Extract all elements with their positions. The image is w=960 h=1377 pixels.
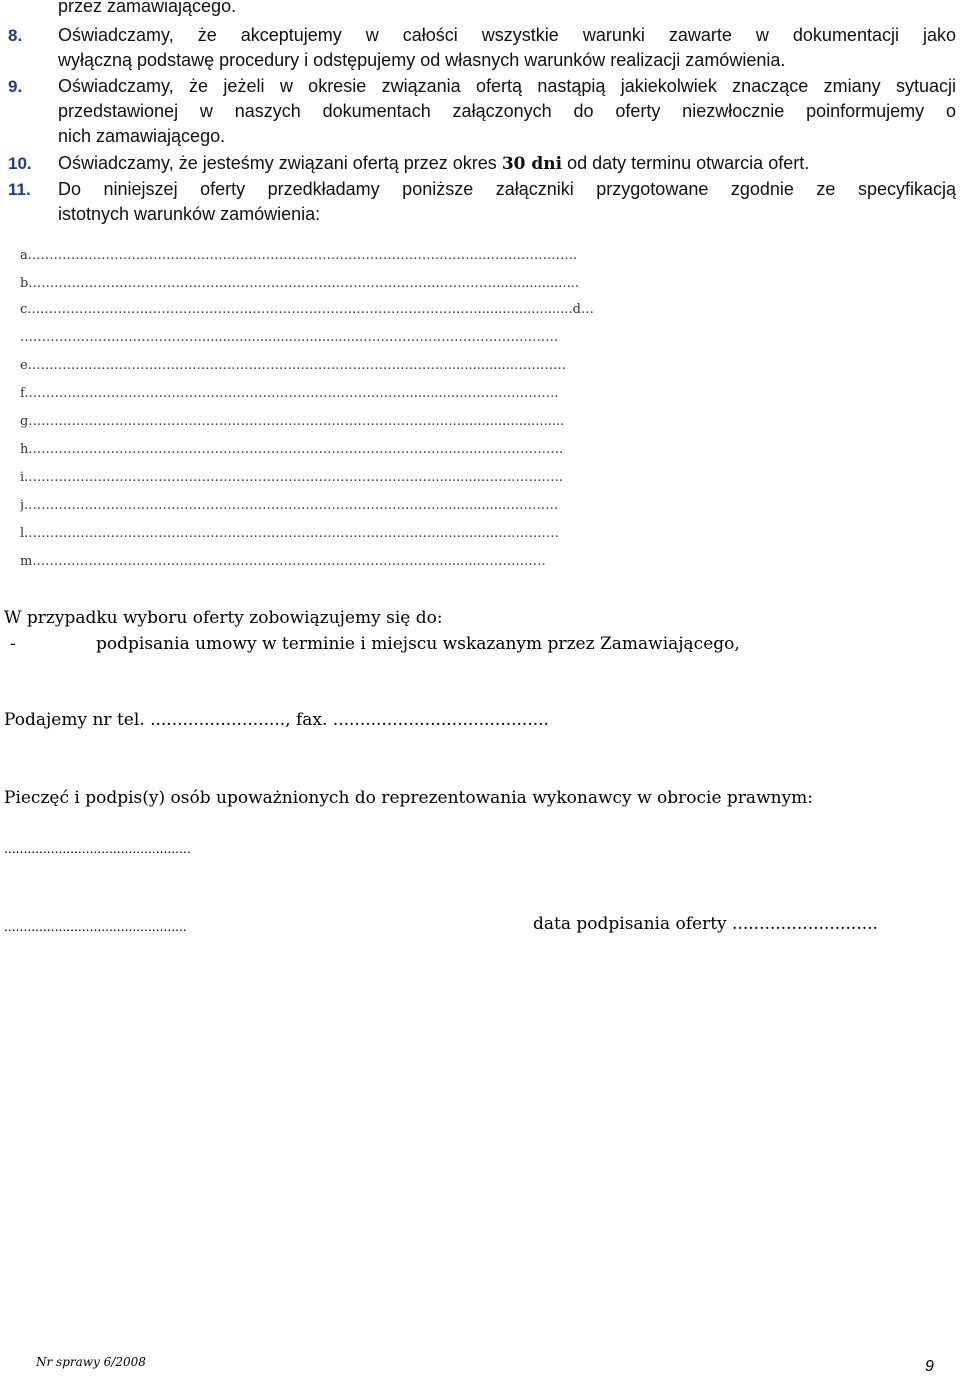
item-text-11 [58,177,956,227]
attachment-line-i: i.…………………………………………………………………………………............………………. [20,470,564,485]
item-number-8: 8. [8,26,23,45]
phone-fax-line: Podajemy nr tel. ........................., fax. ........................................ [4,710,549,730]
obligation-text: podpisania umowy w terminie i miejscu wskazanym przez Zamawiającego, [96,634,740,654]
obligation-intro: W przypadku wyboru oferty zobowiązujemy się do: [4,608,443,628]
attachment-line-l: l.……………………………………………………………………………………............…………… [20,526,559,541]
attachment-line-a: a.…………………………………………………………………………………………...………………… [20,248,578,263]
item-9-line-2: przedstawionej w naszych dokumentach załączonych do oferty niezwłocznie poinformujemy o [58,101,956,121]
case-number: Nr sprawy 6/2008 [36,1355,146,1369]
item-10-bold-duration: 30 dni [501,154,563,174]
item-number-9: 9. [8,77,23,96]
page-number: 9 [925,1358,934,1375]
bottom-signature-dots: ............................................... [4,918,187,934]
item-10-text-before: Oświadczamy, że jesteśmy związani ofertą przez okres [58,153,502,173]
attachment-line-f: f.……………………………………………………………………………..............…………………. [20,386,559,401]
item-10-text-after: od daty terminu otwarcia ofert. [562,153,810,173]
item-number-11: 11. [8,180,31,199]
attachment-line-c-d: c.…………………………………………………………………………………………........................d… [20,302,594,317]
attachment-line-j: j.……………………………………………………………………………………...............………… [20,498,559,513]
item-8-line-1: Oświadczamy, że akceptujemy w całości wszystkie warunki zawarte w dokumentacji jako [58,25,956,45]
obligation-bullet: - [10,634,16,654]
item-8-line-2: wyłączną podstawę procedury i odstępujemy od własnych warunków realizacji zamówienia. [58,50,786,70]
item-10-line [58,151,956,177]
signature-dots: ................................................ [4,840,191,856]
attachment-line-g: g.……………………………………………………………………………………............................ [20,414,565,429]
continuation-text: przez zamawiającego. [58,0,237,16]
item-9-line-1: Oświadczamy, że jeżeli w okresie związania ofertą nastąpią jakiekolwiek znaczące zmiany sytuacji [58,76,956,96]
item-9-line-3: nich zamawiającego. [58,126,226,146]
item-number-10: 10. [8,154,32,173]
attachment-line-h: h.……………………………………………………………………………………...........……………. [20,442,564,457]
attachment-line-e: e.……………………………………………………………………………………...............…………. [20,358,566,373]
attachment-line-m: m.…………………………………………………………………………………..........…………… [20,554,546,569]
attachment-line-b: b.………………………………………………………………………………………………................... [20,276,579,291]
item-text-10 [58,151,956,177]
offer-date-label: data podpisania oferty ........................... [533,914,878,934]
stamp-signature-label: Pieczęć i podpis(y) osób upoważnionych do reprezentowania wykonawcy w obrocie prawnym: [4,788,814,808]
item-11-line-2: istotnych warunków zamówienia: [58,204,321,224]
item-text-8 [58,23,956,73]
item-text-9 [58,74,956,149]
item-11-line-1: Do niniejszej oferty przedkładamy poniższe załączniki przygotowane zgodnie ze specyfikacją [58,179,956,199]
attachment-line-continuation: …………………………………….......................................……………………………………… [20,330,559,345]
